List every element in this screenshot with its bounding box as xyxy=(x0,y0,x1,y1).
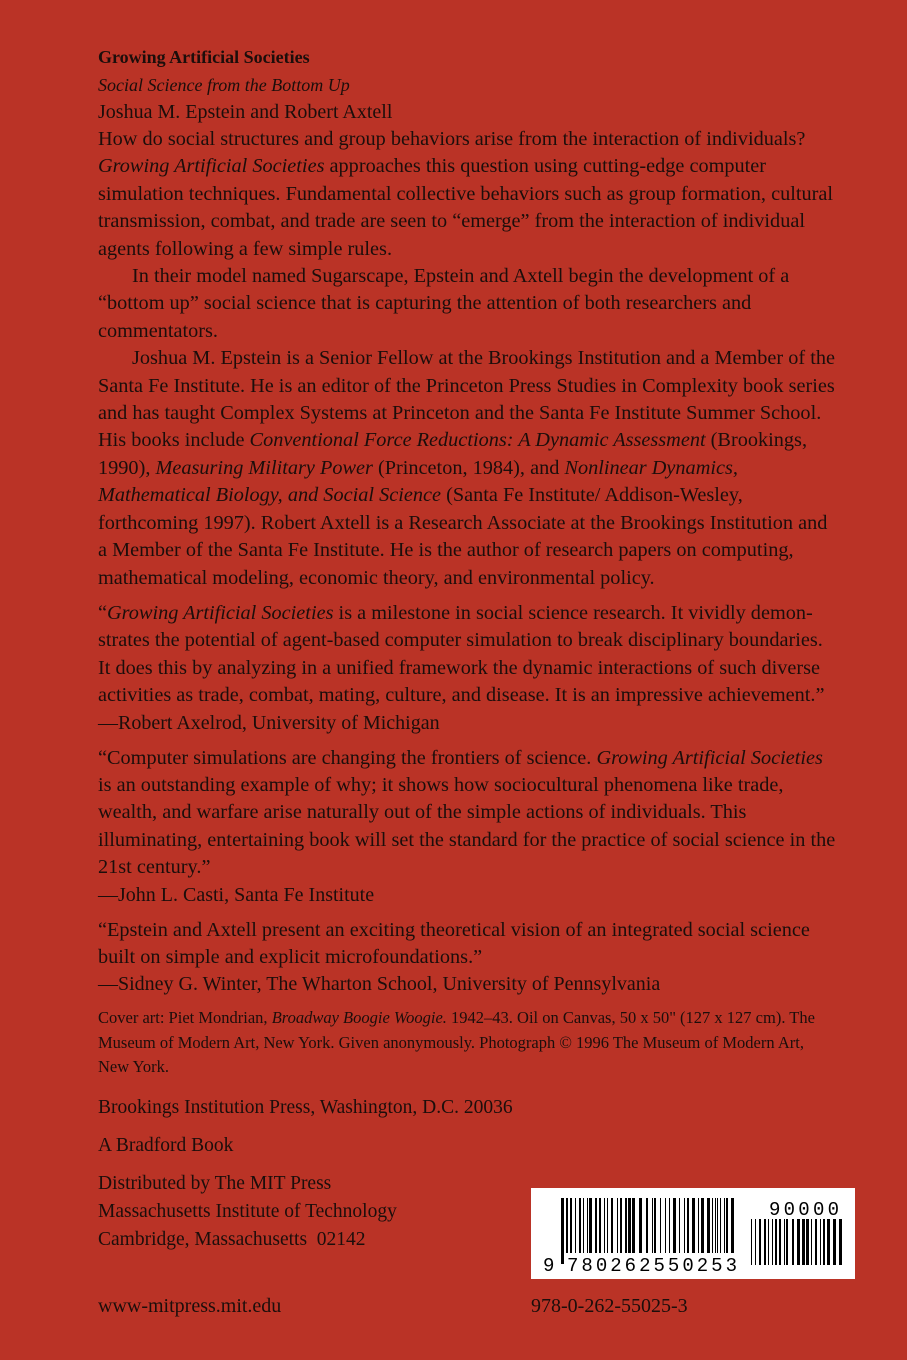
barcode-bar xyxy=(604,1198,605,1253)
barcode-bar xyxy=(570,1198,572,1253)
barcode-bar xyxy=(687,1198,689,1253)
barcode-bar xyxy=(712,1198,713,1253)
barcode-bar xyxy=(561,1198,564,1264)
distributor-line-2: Massachusetts Institute of Technology xyxy=(98,1200,397,1222)
endorsement-attribution-2: —John L. Casti, Santa Fe Institute xyxy=(98,883,375,906)
barcode-bar xyxy=(715,1198,716,1253)
endorsement-quote-1: “Growing Artificial Societies is a milestone in social science research. It vividly demonstrates the potential of agent-based computer simulation to break disciplinary boundaries. It does this by analyzing in a unified framework the dynamic interactions of such diverse activities as trade, combat, mating, culture, and disease. It is an impressive achievement.” xyxy=(98,601,825,707)
endorsement-quote-3: “Epstein and Axtell present an exciting theoretical vision of an integrated social science built on simple and explicit microfoundations.” xyxy=(98,918,810,968)
barcode-digits: 780262550253 xyxy=(567,1255,737,1277)
barcode-bar xyxy=(827,1219,830,1265)
barcode-bar xyxy=(731,1198,734,1253)
barcode-bar xyxy=(625,1198,627,1253)
barcode-bar xyxy=(692,1198,695,1253)
barcode-bar xyxy=(707,1198,710,1253)
barcode-bar xyxy=(802,1219,805,1265)
description-paragraph-1: How do social structures and group behaviors arise from the interaction of individuals? Growing Artificial Societies approaches this question using cutting-edge computer simulation techniques. Fundamental collective behaviors such as group formation, cultural transmission, combat, and trade are seen to “emerge” from the interaction of individual agents following a few simple rules. xyxy=(98,128,834,260)
barcode-bar xyxy=(669,1198,670,1253)
barcode-bar xyxy=(701,1198,704,1253)
barcode-bar xyxy=(620,1198,622,1253)
distributor-line-1: Distributed by The MIT Press xyxy=(98,1172,332,1194)
barcode-bar xyxy=(815,1219,817,1265)
barcode-bar xyxy=(617,1198,618,1253)
isbn-barcode xyxy=(531,1188,855,1279)
publisher-url: www-mitpress.mit.edu xyxy=(98,1295,282,1317)
barcode-bar xyxy=(639,1198,642,1253)
cover-art-credit: Cover art: Piet Mondrian, Broadway Boogie Woogie. 1942–43. Oil on Canvas, 50 x 50" (127 x 127 cm). The Museum of Modern Art, New York. Given anonymously. Photograph © 1996 The Museum of Modern Art, New York. xyxy=(98,1008,815,1077)
barcode-bar xyxy=(811,1219,812,1265)
book-authors: Joshua M. Epstein and Robert Axtell xyxy=(98,101,393,123)
barcode-bar xyxy=(784,1219,785,1265)
barcode-bar xyxy=(720,1198,721,1253)
barcode-bar xyxy=(579,1198,581,1253)
barcode-graphic xyxy=(531,1188,855,1279)
description-paragraph-2: In their model named Sugarscape, Epstein and Axtell begin the development of a “bottom up” social science that is capturing the attention of both researchers and commentators. xyxy=(98,265,790,342)
barcode-bar xyxy=(599,1198,601,1253)
barcode-bar xyxy=(806,1219,809,1265)
barcode-bar xyxy=(779,1219,781,1265)
endorsement-quote-2: “Computer simulations are changing the frontiers of science. Growing Artificial Societies is an outstanding example of why; it shows how sociocultural phenomena like trade, wealth, and warfare arise naturally out of the simple actions of individuals. This illuminating, entertaining book will set the standard for the practice of social science in the 21st century.” xyxy=(98,746,836,879)
book-title: Growing Artificial Societies xyxy=(98,47,310,67)
barcode-bar xyxy=(755,1219,756,1265)
barcode-bar xyxy=(587,1198,588,1253)
barcode-bar xyxy=(698,1198,699,1253)
endorsement-attribution-1: —Robert Axelrod, University of Michigan xyxy=(98,711,440,734)
distributor-line-3: Cambridge, Massachusetts 02142 xyxy=(98,1228,366,1250)
barcode-bar xyxy=(792,1219,794,1265)
barcode-bar xyxy=(583,1198,584,1253)
barcode-bar xyxy=(589,1198,592,1253)
barcode-bar xyxy=(632,1198,635,1253)
barcode-bar xyxy=(607,1198,608,1253)
barcode-bar xyxy=(575,1198,576,1253)
author-bio-paragraph: Joshua M. Epstein is a Senior Fellow at the Brookings Institution and a Member of the Santa Fe Institute. He is an editor of the Princeton Press Studies in Complexity book series and has taught Complex Systems at Princeton and the Santa Fe Institute Summer School. His books include Conventional Force Reductions: A Dynamic Assessment (Brookings, 1990), Measuring Military Power (Princeton, 1984), and Nonlinear Dynamics, Mathematical Biology, and Social Science (Santa Fe Institute/ Addison-Wesley, forthcoming 1997). Robert Axtell is a Research Associate at the Brookings Institution and a Member of the Santa Fe Institute. He is the author of research papers on computing, mathematical modeling, economic theory, and environmental policy. xyxy=(98,347,835,589)
endorsement-attribution-3: —Sidney G. Winter, The Wharton School, University of Pennsylvania xyxy=(98,973,661,996)
barcode-bar xyxy=(724,1198,725,1253)
barcode-bar xyxy=(684,1198,685,1253)
barcode-bar xyxy=(833,1219,836,1265)
barcode-bar xyxy=(611,1198,613,1253)
barcode-bar xyxy=(652,1198,653,1253)
barcode-bar xyxy=(595,1198,597,1253)
barcode-bar xyxy=(772,1219,773,1265)
barcode-bar xyxy=(839,1219,842,1265)
isbn-number: 978-0-262-55025-3 xyxy=(531,1295,688,1317)
barcode-bar xyxy=(660,1198,661,1253)
barcode-bar xyxy=(797,1219,800,1265)
barcode-bar xyxy=(764,1219,766,1265)
back-cover-text xyxy=(98,44,838,1254)
barcode-lead-digit: 9 xyxy=(543,1255,555,1277)
publisher-line: Brookings Institution Press, Washington, D.C. 20036 xyxy=(98,1096,513,1118)
barcode-bar xyxy=(823,1219,825,1265)
barcode-price-code: 90000 xyxy=(769,1199,839,1221)
barcode-bar xyxy=(717,1198,718,1253)
barcode-bar xyxy=(775,1219,777,1265)
barcode-bar xyxy=(726,1198,728,1253)
barcode-bar xyxy=(820,1219,821,1265)
barcode-bar xyxy=(566,1198,568,1253)
barcode-bar xyxy=(751,1219,752,1265)
barcode-bar xyxy=(646,1198,648,1253)
barcode-bar xyxy=(673,1198,676,1253)
barcode-bar xyxy=(628,1198,631,1253)
book-subtitle: Social Science from the Bottom Up xyxy=(98,75,350,95)
barcode-bar xyxy=(665,1198,666,1253)
barcode-bar xyxy=(768,1219,769,1265)
barcode-bar xyxy=(679,1198,680,1253)
barcode-bar xyxy=(786,1219,788,1265)
imprint-line: A Bradford Book xyxy=(98,1134,234,1156)
barcode-bar xyxy=(759,1219,761,1265)
barcode-bar xyxy=(654,1198,656,1253)
